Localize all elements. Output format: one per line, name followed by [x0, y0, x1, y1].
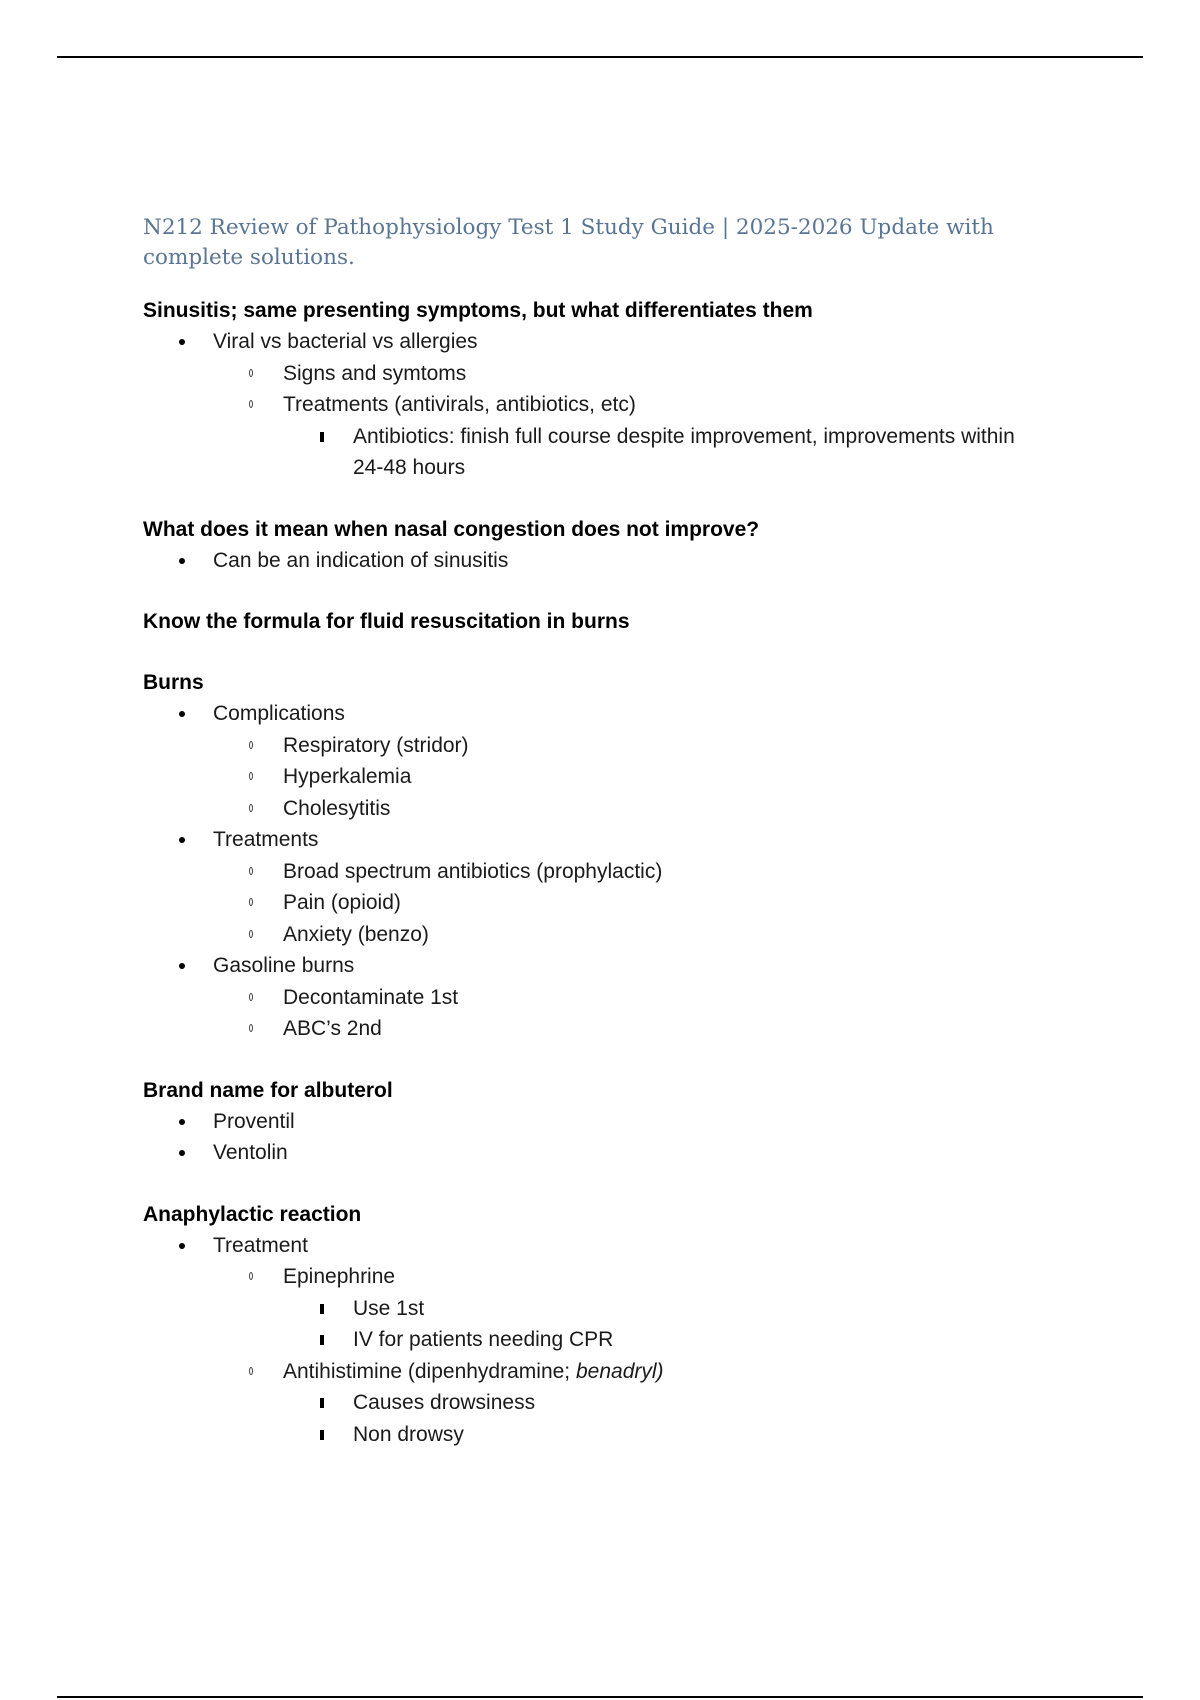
list-item — [213, 887, 1043, 919]
bottom-rule — [57, 1696, 1143, 1698]
bullet-circle-icon — [249, 930, 253, 938]
list-item-text: Can be an indication of sinusitis — [213, 548, 509, 572]
section — [143, 515, 1043, 577]
list-item-text: Antihistimine (dipenhydramine; — [283, 1359, 576, 1383]
bullet-list-level-2 — [213, 730, 1043, 825]
section — [143, 1076, 1043, 1169]
list-item-italic-text: benadryl) — [575, 1359, 664, 1383]
list-item — [213, 856, 1043, 888]
bullet-list-level-2 — [213, 982, 1043, 1045]
bullet-circle-icon — [249, 804, 253, 812]
bullet-list-level-3 — [283, 1293, 1043, 1356]
bullet-square-icon — [320, 1398, 324, 1408]
list-item — [213, 389, 1043, 484]
list-item — [213, 793, 1043, 825]
bullet-circle-icon — [249, 772, 253, 780]
list-item-text: Gasoline burns — [213, 954, 355, 977]
list-item — [213, 982, 1043, 1014]
bullet-circle-icon — [249, 993, 253, 1001]
list-item — [143, 950, 1043, 1045]
list-item-text: Causes drowsiness — [353, 1391, 536, 1414]
list-item — [143, 545, 1043, 577]
bullet-dot-icon — [179, 837, 185, 843]
list-item-text: Viral vs bacterial vs allergies — [213, 330, 478, 353]
list-item-text: Treatments (antivirals, antibiotics, etc) — [283, 393, 636, 416]
list-item-text: Decontaminate 1st — [283, 985, 459, 1009]
bullet-list-level-1 — [143, 698, 1043, 1045]
bullet-list-level-2 — [213, 1261, 1043, 1450]
list-item — [213, 358, 1043, 390]
bullet-dot-icon — [179, 1119, 185, 1125]
list-item-text: Anxiety (benzo) — [283, 922, 429, 946]
list-item — [213, 1013, 1043, 1045]
list-item — [143, 824, 1043, 950]
bullet-dot-icon — [179, 1243, 185, 1249]
section — [143, 296, 1043, 484]
bullet-list-level-1 — [143, 545, 1043, 577]
list-item-text: Complications — [213, 702, 345, 725]
list-item-text: Treatment — [213, 1233, 308, 1257]
list-item-text: Cholesytitis — [283, 796, 391, 820]
list-item-text: Use 1st — [353, 1296, 425, 1320]
list-item — [283, 1324, 1043, 1356]
bullet-circle-icon — [249, 400, 253, 408]
bullet-circle-icon — [249, 741, 253, 749]
list-item-text: ABC’s 2nd — [283, 1017, 382, 1040]
list-item-text: Ventolin — [213, 1141, 288, 1164]
bullet-square-icon — [320, 1430, 324, 1440]
list-item — [143, 698, 1043, 824]
bullet-square-icon — [320, 1304, 324, 1314]
list-item — [213, 1356, 1043, 1451]
bullet-square-icon — [320, 1335, 324, 1345]
section — [143, 1200, 1043, 1451]
list-item — [213, 730, 1043, 762]
bullet-circle-icon — [249, 1272, 253, 1280]
top-rule — [57, 56, 1143, 58]
section-heading: Know the formula for fluid resuscitation in burns — [143, 610, 630, 633]
list-item — [143, 1137, 1043, 1169]
bullet-circle-icon — [249, 369, 253, 377]
bullet-list-level-1 — [143, 326, 1043, 484]
section-heading: Sinusitis; same presenting symptoms, but what differentiates them — [143, 299, 813, 322]
list-item-text: Respiratory (stridor) — [283, 733, 469, 757]
bullet-circle-icon — [249, 898, 253, 906]
bullet-circle-icon — [249, 1367, 253, 1375]
bullet-dot-icon — [179, 963, 185, 969]
bullet-list-level-2 — [213, 358, 1043, 484]
bullet-square-icon — [320, 432, 324, 442]
list-item — [283, 421, 1043, 484]
bullet-circle-icon — [249, 1024, 253, 1032]
list-item — [213, 761, 1043, 793]
section-heading: Anaphylactic reaction — [143, 1202, 362, 1226]
bullet-dot-icon — [179, 711, 185, 717]
bullet-circle-icon — [249, 867, 253, 875]
list-item-text: Proventil — [213, 1109, 295, 1133]
list-item-text: Antibiotics: finish full course despite improvement, improvements within 24-48 hours — [353, 424, 1015, 479]
document-title: N212 Review of Pathophysiology Test 1 Study Guide | 2025-2026 Update with complete solutions. — [143, 215, 994, 270]
list-item — [143, 326, 1043, 484]
list-item — [283, 1419, 1043, 1451]
list-item — [143, 1106, 1043, 1138]
list-item — [283, 1387, 1043, 1419]
list-item-text: Treatments — [213, 828, 319, 851]
list-item-text: Hyperkalemia — [283, 765, 412, 788]
list-item — [143, 1230, 1043, 1451]
bullet-dot-icon — [179, 1150, 185, 1156]
list-item — [213, 919, 1043, 951]
bullet-list-level-3 — [283, 1387, 1043, 1450]
bullet-dot-icon — [179, 558, 185, 564]
bullet-list-level-1 — [143, 1230, 1043, 1451]
list-item-text: Signs and symtoms — [283, 361, 467, 385]
document-body — [143, 213, 1043, 1481]
bullet-list-level-3 — [283, 421, 1043, 484]
list-item-text: Pain (opioid) — [283, 891, 401, 914]
list-item-text: Broad spectrum antibiotics (prophylactic) — [283, 859, 663, 883]
list-item — [213, 1261, 1043, 1356]
section-heading: Burns — [143, 671, 204, 694]
section-heading: Brand name for albuterol — [143, 1078, 393, 1102]
section — [143, 668, 1043, 1045]
sections-container — [143, 296, 1043, 1450]
list-item-text: IV for patients needing CPR — [353, 1328, 614, 1351]
bullet-list-level-2 — [213, 856, 1043, 951]
bullet-list-level-1 — [143, 1106, 1043, 1169]
list-item-text: Epinephrine — [283, 1265, 396, 1288]
list-item-text: Non drowsy — [353, 1422, 464, 1446]
section — [143, 607, 1043, 637]
bullet-dot-icon — [179, 339, 185, 345]
section-heading: What does it mean when nasal congestion does not improve? — [143, 517, 760, 541]
list-item — [283, 1293, 1043, 1325]
